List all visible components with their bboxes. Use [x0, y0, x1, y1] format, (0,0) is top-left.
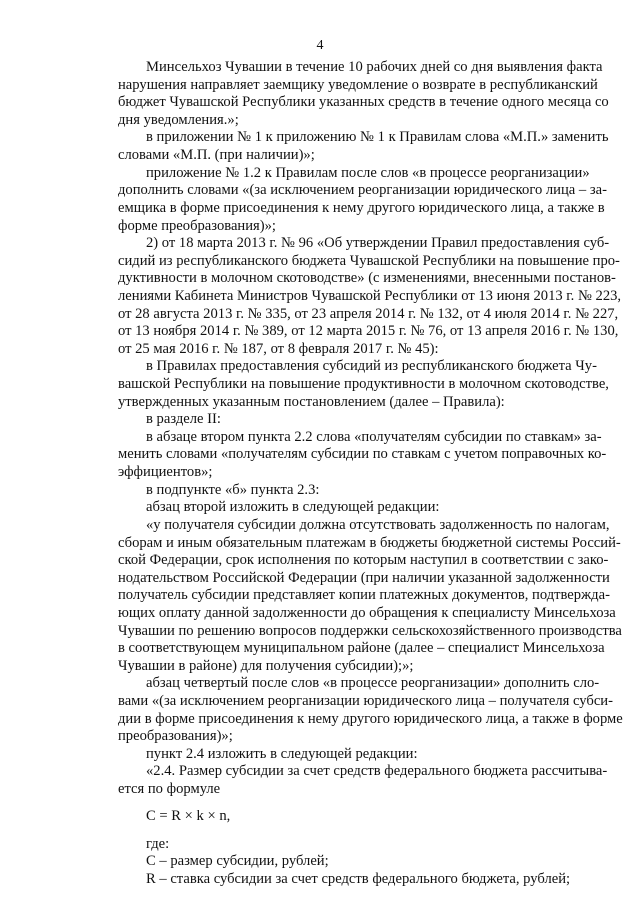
text-line: в Правилах предоставления субсидий из республиканского бюджета Чу-: [146, 358, 597, 375]
formula: C = R × k × n,: [146, 808, 231, 825]
text-line: ется по формуле: [118, 781, 221, 797]
text-line: в приложении № 1 к приложению № 1 к Правилам слова «М.П.» заменить: [146, 129, 609, 146]
text-line: где:: [146, 835, 170, 852]
text-line: дии в форме присоединения к нему другого юридического лица, а также в форме: [118, 710, 623, 727]
text-line: вашской Республики на повышение продуктивности в молочном скотоводстве,: [118, 376, 609, 392]
text-line: от 13 ноября 2014 г. № 389, от 12 марта 2015 г. № 76, от 13 апреля 2016 г. № 130,: [118, 323, 619, 340]
text-line: 2) от 18 марта 2013 г. № 96 «Об утверждении Правил предоставления суб-: [146, 235, 610, 252]
text-line: Чувашии по решению вопросов поддержки сельскохозяйственного производства: [118, 622, 622, 639]
text-line: Минсельхоз Чувашии в течение 10 рабочих дней со дня выявления факта: [146, 59, 603, 75]
text-line: ющих оплату данной задолженности до обращения к специалисту Минсельхоза: [118, 604, 616, 621]
text-line: словами «М.П. (при наличии)»;: [118, 147, 315, 163]
text-line: лениями Кабинета Министров Чувашской Республики от 13 июня 2013 г. № 223,: [118, 287, 622, 304]
text-line: дня уведомления.»;: [118, 111, 239, 128]
text-line: абзац четвертый после слов «в процессе реорганизации» дополнить сло-: [146, 675, 600, 692]
text-line: от 28 августа 2013 г. № 335, от 23 апреля 2014 г. № 132, от 4 июля 2014 г. № 227,: [118, 305, 619, 322]
text-line: преобразования)»;: [118, 728, 233, 745]
text-line: менить словами «получателям субсидии по ставкам с учетом поправочных ко-: [118, 446, 607, 463]
text-line: от 25 мая 2016 г. № 187, от 8 февраля 2017 г. № 45):: [118, 340, 439, 357]
text-line: C – размер субсидии, рублей;: [146, 853, 329, 870]
text-line: эффициентов»;: [118, 464, 213, 480]
text-line: в подпункте «б» пункта 2.3:: [146, 481, 320, 498]
text-line: нодательством Российской Федерации (при наличии указанной задолженности: [118, 569, 610, 586]
text-line: «2.4. Размер субсидии за счет средств федерального бюджета рассчитыва-: [146, 763, 608, 780]
page-number: 4: [316, 38, 324, 53]
text-line: дуктивности в молочном скотоводстве» (с изменениями, внесенными постанов-: [118, 270, 616, 287]
text-line: Чувашии в районе) для получения субсидии);»;: [118, 657, 414, 674]
text-line: в разделе II:: [146, 411, 221, 428]
text-line: бюджет Чувашской Республики указанных средств в течение одного месяца со: [118, 94, 609, 111]
text-line: сидий из республиканского бюджета Чувашской Республики на повышение про-: [118, 252, 620, 269]
text-line: получатель субсидии представляет копии платежных документов, подтвержда-: [118, 587, 610, 604]
text-line: абзац второй изложить в следующей редакции:: [146, 499, 440, 516]
text-line: емщика в форме присоединения к нему другого юридического лица, а также в: [118, 199, 605, 216]
text-line: вами «(за исключением реорганизации юридического лица – получателя субси-: [118, 692, 613, 709]
text-line: ской Федерации, срок исполнения по которым наступил в соответствии с зако-: [118, 552, 609, 569]
text-line: нарушения направляет заемщику уведомление о возврате в республиканский: [118, 76, 598, 93]
text-line: сборам и иным обязательным платежам в бюджеты бюджетной системы Россий-: [118, 534, 621, 551]
text-line: дополнить словами «(за исключением реорганизации юридического лица – за-: [118, 182, 607, 199]
text-line: R – ставка субсидии за счет средств федерального бюджета, рублей;: [146, 871, 571, 887]
text-line: в абзаце втором пункта 2.2 слова «получателям субсидии по ставкам» за-: [146, 428, 602, 445]
text-line: пункт 2.4 изложить в следующей редакции:: [146, 745, 418, 762]
text-line: в соответствующем муниципальном районе (далее – специалист Минсельхоза: [118, 640, 605, 657]
text-line: утвержденных указанным постановлением (далее – Правила):: [118, 393, 505, 410]
text-line: приложение № 1.2 к Правилам после слов «в процессе реорганизации»: [146, 164, 590, 181]
text-line: «у получателя субсидии должна отсутствовать задолженность по налогам,: [146, 516, 610, 533]
text-line: форме преобразования)»;: [118, 217, 276, 234]
